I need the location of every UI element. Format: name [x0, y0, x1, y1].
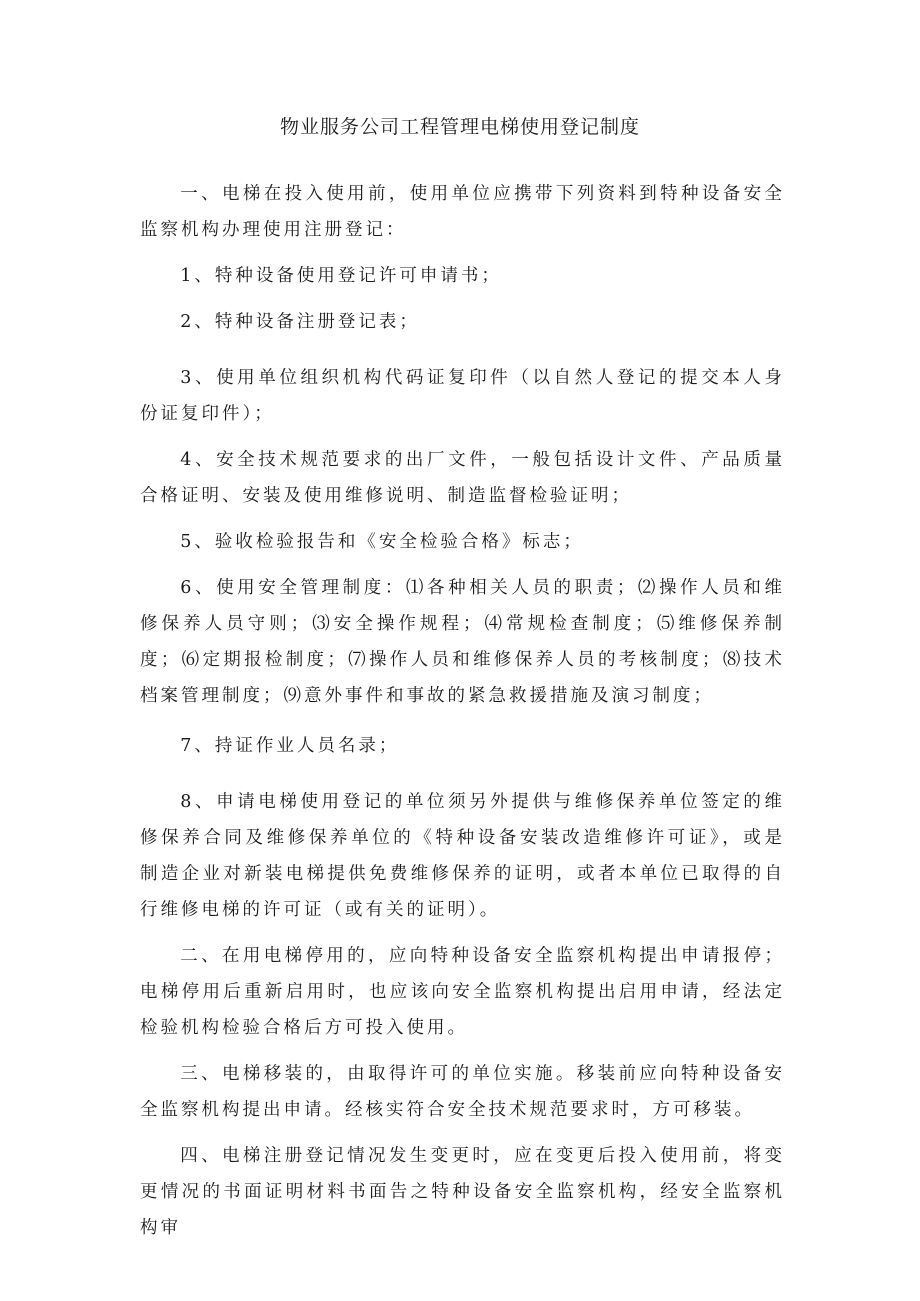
paragraph-section-1: 一、电梯在投入使用前，使用单位应携带下列资料到特种设备安全监察机构办理使用注册登记：: [140, 184, 785, 240]
paragraph-section-3: 三、电梯移装的，由取得许可的单位实施。移装前应向特种设备安全监察机构提出申请。经核实符合安全技术规范要求时，方可移装。: [140, 1064, 785, 1120]
paragraph-item-2: 2、特种设备注册登记表；: [180, 312, 420, 332]
paragraph-item-3: 3、使用单位组织机构代码证复印件（以自然人登记的提交本人身份证复印件）；: [140, 368, 785, 424]
document-title: 物业服务公司工程管理电梯使用登记制度: [279, 116, 640, 138]
paragraph-item-6: 6、使用安全管理制度：⑴各种相关人员的职责；⑵操作人员和维修保养人员守则；⑶安全操作规程；⑷常规检查制度；⑸维修保养制度；⑹定期报检制度；⑺操作人员和维修保养人员的考核制度；⑻技术档案管理制度；⑼意外事件和事故的紧急救援措施及演习制度；: [140, 578, 785, 706]
paragraph-item-7: 7、持证作业人员名录；: [180, 736, 400, 756]
document-body: [140, 176, 785, 1246]
paragraph-item-4: 4、安全技术规范要求的出厂文件，一般包括设计文件、产品质量合格证明、安装及使用维修说明、制造监督检验证明；: [140, 450, 785, 506]
paragraph-item-1: 1、特种设备使用登记许可申请书；: [180, 266, 502, 286]
paragraph-section-4: 四、电梯注册登记情况发生变更时，应在变更后投入使用前，将变更情况的书面证明材料书面告之特种设备安全监察机构，经安全监察机构审: [140, 1146, 785, 1238]
paragraph-item-5: 5、验收检验报告和《安全检验合格》标志；: [180, 532, 584, 552]
paragraph-item-8: 8、申请电梯使用登记的单位须另外提供与维修保养单位签定的维修保养合同及维修保养单位的《特种设备安装改造维修许可证》，或是制造企业对新装电梯提供免费维修保养的证明，或者本单位已取得的自行维修电梯的许可证（或有关的证明）。: [140, 792, 785, 920]
paragraph-section-2: 二、在用电梯停用的，应向特种设备安全监察机构提出申请报停；电梯停用后重新启用时，也应该向安全监察机构提出启用申请，经法定检验机构检验合格后方可投入使用。: [140, 946, 785, 1038]
